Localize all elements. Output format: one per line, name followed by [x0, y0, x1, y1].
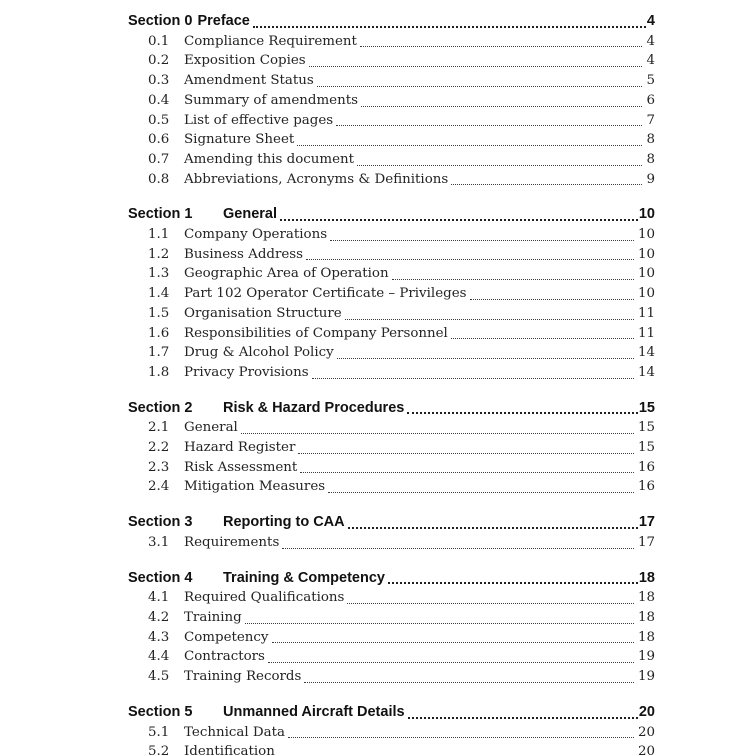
toc-entry-title: Training Records	[184, 669, 302, 685]
toc-entry-page-number: 7	[646, 112, 655, 128]
toc-entry-title: Contractors	[184, 649, 265, 665]
toc-entry-title: Summary of amendments	[184, 92, 358, 108]
toc-entry-page-number: 6	[646, 92, 655, 108]
toc-entry[interactable]	[128, 588, 655, 608]
toc-entry-title: Hazard Register	[184, 440, 296, 456]
toc-entry-page-number: 18	[637, 629, 655, 645]
toc-entry-page-number: 17	[637, 534, 655, 550]
dot-leader	[297, 145, 642, 146]
dot-leader	[245, 623, 634, 624]
toc-entry-page-number: 8	[646, 151, 655, 167]
toc-entry-number: 1.8	[148, 364, 170, 380]
toc-entry[interactable]	[128, 647, 655, 667]
toc-entry[interactable]	[128, 742, 655, 755]
toc-entry-title: Privacy Provisions	[184, 364, 309, 380]
toc-entry[interactable]	[128, 51, 655, 71]
toc-entry-title: Responsibilities of Company Personnel	[184, 325, 448, 341]
toc-entry-number: 0.4	[148, 92, 170, 108]
toc-entry-page-number: 4	[646, 33, 655, 49]
toc-entry-title: General	[184, 420, 238, 436]
toc-entry-number: 5.2	[148, 744, 170, 755]
toc-entry-title: Training	[184, 609, 242, 625]
toc-entry-number: 1.1	[148, 227, 170, 243]
toc-section-number: Section 5	[128, 703, 193, 720]
toc-section-heading[interactable]	[128, 569, 655, 589]
toc-entry-number: 4.4	[148, 649, 170, 665]
dot-leader	[357, 165, 642, 166]
toc-entry[interactable]	[128, 304, 655, 324]
toc-entry-page-number: 11	[637, 325, 655, 341]
toc-section-heading[interactable]	[128, 513, 655, 533]
toc-entry-number: 4.1	[148, 590, 170, 606]
toc-entry-page-number: 20	[637, 724, 655, 740]
dot-leader	[300, 472, 634, 473]
dot-leader	[317, 86, 643, 87]
toc-section-number: Section 3	[128, 514, 193, 531]
toc-entry-page-number: 8	[646, 132, 655, 148]
toc-section-page-number: 4	[646, 13, 655, 29]
toc-entry-number: 0.3	[148, 73, 170, 89]
toc-section-title: Training & Competency	[223, 569, 385, 586]
toc-entry-page-number: 16	[637, 459, 655, 475]
toc-section-number: Section 4	[128, 569, 193, 586]
toc-entry-title: Business Address	[184, 246, 304, 262]
toc-entry-number: 0.7	[148, 151, 170, 167]
toc-entry-title: Drug & Alcohol Policy	[184, 345, 334, 361]
toc-entry[interactable]	[128, 418, 655, 438]
toc-entry-number: 1.4	[148, 286, 170, 302]
toc-section-number: Section 1	[128, 206, 193, 223]
toc-entry-title: Identification	[184, 744, 275, 755]
toc-entry-title: Required Qualifications	[184, 590, 345, 606]
dot-leader	[408, 717, 638, 719]
toc-entry-page-number: 15	[637, 420, 655, 436]
toc-entry-title: Geographic Area of Operation	[184, 266, 389, 282]
toc-entry-title: List of effective pages	[184, 112, 334, 128]
toc-entry-number: 3.1	[148, 534, 170, 550]
toc-entry-title: Competency	[184, 629, 269, 645]
toc-entry-title: Signature Sheet	[184, 132, 295, 148]
dot-leader	[388, 582, 638, 584]
toc-entry-title: Compliance Requirement	[184, 33, 357, 49]
toc-entry-page-number: 20	[637, 744, 655, 755]
toc-entry-number: 2.3	[148, 459, 170, 475]
toc-section-page-number: 18	[638, 569, 655, 586]
toc-entry-title: Part 102 Operator Certificate – Privileges	[184, 286, 467, 302]
dot-leader	[451, 184, 642, 185]
toc-section-page-number: 10	[638, 206, 655, 223]
toc-section-heading[interactable]	[128, 12, 655, 32]
dot-leader	[337, 358, 634, 359]
toc-entry-title: Amending this document	[184, 151, 355, 167]
dot-leader	[451, 338, 634, 339]
toc-entry-page-number: 4	[646, 53, 655, 69]
toc-entry-title: Company Operations	[184, 227, 328, 243]
toc-entry-number: 1.3	[148, 266, 170, 282]
toc-entry-title: Amendment Status	[184, 73, 314, 89]
dot-leader	[309, 66, 643, 67]
toc-entry-number: 4.3	[148, 629, 170, 645]
dot-leader	[407, 412, 638, 414]
dot-leader	[345, 319, 634, 320]
toc-entry-number: 2.1	[148, 420, 170, 436]
toc-entry-page-number: 14	[637, 364, 655, 380]
toc-entry[interactable]	[128, 438, 655, 458]
dot-leader	[268, 662, 634, 663]
toc-section-page-number: 17	[638, 514, 655, 531]
dot-leader	[392, 279, 634, 280]
toc-section-title: Reporting to CAA	[223, 514, 345, 531]
dot-leader	[241, 433, 634, 434]
toc-entry-number: 1.6	[148, 325, 170, 341]
dot-leader	[280, 219, 638, 221]
toc-entry[interactable]	[128, 628, 655, 648]
toc-entry-number: 2.4	[148, 479, 170, 495]
toc-entry[interactable]	[128, 723, 655, 743]
dot-leader	[312, 378, 634, 379]
toc-section-heading[interactable]	[128, 399, 655, 419]
toc-section-title: General	[223, 206, 277, 223]
dot-leader	[336, 125, 642, 126]
toc-entry-title: Abbreviations, Acronyms & Definitions	[184, 171, 449, 187]
toc-entry-page-number: 18	[637, 609, 655, 625]
toc-section-page-number: 20	[638, 703, 655, 720]
toc-section-heading[interactable]	[128, 205, 655, 225]
toc-entry-title: Requirements	[184, 534, 280, 550]
toc-section-page-number: 15	[638, 399, 655, 416]
toc-entry-number: 0.6	[148, 132, 170, 148]
toc-section-heading[interactable]	[128, 703, 655, 723]
toc-entry-page-number: 10	[637, 246, 655, 262]
toc-entry-number: 1.5	[148, 305, 170, 321]
toc-entry-title: Risk Assessment	[184, 459, 298, 475]
dot-leader	[304, 682, 634, 683]
dot-leader	[470, 299, 634, 300]
toc-entry-number: 5.1	[148, 724, 170, 740]
dot-leader	[348, 527, 638, 529]
dot-leader	[282, 548, 634, 549]
toc-entry[interactable]	[128, 91, 655, 111]
toc-entry[interactable]	[128, 130, 655, 150]
toc-entry-page-number: 16	[637, 479, 655, 495]
toc-entry-number: 2.2	[148, 440, 170, 456]
toc-entry[interactable]	[128, 170, 655, 190]
table-of-contents	[128, 12, 655, 755]
toc-section-number: Section 0	[128, 13, 193, 29]
toc-entry-number: 4.2	[148, 609, 170, 625]
dot-leader	[361, 106, 642, 107]
toc-entry-page-number: 10	[637, 266, 655, 282]
toc-entry[interactable]	[128, 225, 655, 245]
toc-entry[interactable]	[128, 264, 655, 284]
toc-entry-page-number: 19	[637, 649, 655, 665]
toc-entry[interactable]	[128, 458, 655, 478]
toc-entry-page-number: 15	[637, 440, 655, 456]
toc-entry[interactable]	[128, 324, 655, 344]
toc-entry[interactable]	[128, 111, 655, 131]
toc-entry-title: Mitigation Measures	[184, 479, 326, 495]
toc-entry[interactable]	[128, 284, 655, 304]
toc-entry[interactable]	[128, 32, 655, 52]
dot-leader	[306, 259, 634, 260]
toc-entry-number: 0.2	[148, 53, 170, 69]
toc-entry-title: Organisation Structure	[184, 305, 342, 321]
toc-section-title: Unmanned Aircraft Details	[223, 703, 405, 720]
toc-entry[interactable]	[128, 477, 655, 497]
toc-entry-page-number: 18	[637, 590, 655, 606]
toc-entry-page-number: 10	[637, 286, 655, 302]
toc-entry[interactable]	[128, 71, 655, 91]
toc-entry-number: 0.8	[148, 171, 170, 187]
toc-entry-page-number: 11	[637, 305, 655, 321]
toc-entry-page-number: 14	[637, 345, 655, 361]
dot-leader	[298, 453, 634, 454]
toc-entry-number: 0.5	[148, 112, 170, 128]
dot-leader	[253, 26, 646, 28]
toc-entry-page-number: 19	[637, 669, 655, 685]
toc-section-title: Risk & Hazard Procedures	[223, 399, 405, 416]
toc-entry-page-number: 10	[637, 227, 655, 243]
toc-entry-title: Exposition Copies	[184, 53, 306, 69]
toc-entry[interactable]	[128, 343, 655, 363]
toc-section-title: Preface	[197, 13, 250, 29]
toc-entry-number: 4.5	[148, 669, 170, 685]
toc-entry[interactable]	[128, 667, 655, 687]
toc-entry[interactable]	[128, 363, 655, 383]
toc-entry[interactable]	[128, 533, 655, 553]
dot-leader	[272, 642, 634, 643]
toc-entry-title: Technical Data	[184, 724, 285, 740]
toc-entry[interactable]	[128, 608, 655, 628]
toc-entry-page-number: 9	[646, 171, 655, 187]
toc-entry-page-number: 5	[646, 73, 655, 89]
dot-leader	[360, 46, 643, 47]
toc-entry[interactable]	[128, 150, 655, 170]
dot-leader	[328, 492, 634, 493]
toc-entry-number: 1.2	[148, 246, 170, 262]
dot-leader	[288, 737, 634, 738]
toc-entry[interactable]	[128, 245, 655, 265]
toc-section-number: Section 2	[128, 399, 193, 416]
dot-leader	[347, 603, 634, 604]
toc-entry-number: 0.1	[148, 33, 170, 49]
toc-entry-number: 1.7	[148, 345, 170, 361]
dot-leader	[330, 240, 634, 241]
